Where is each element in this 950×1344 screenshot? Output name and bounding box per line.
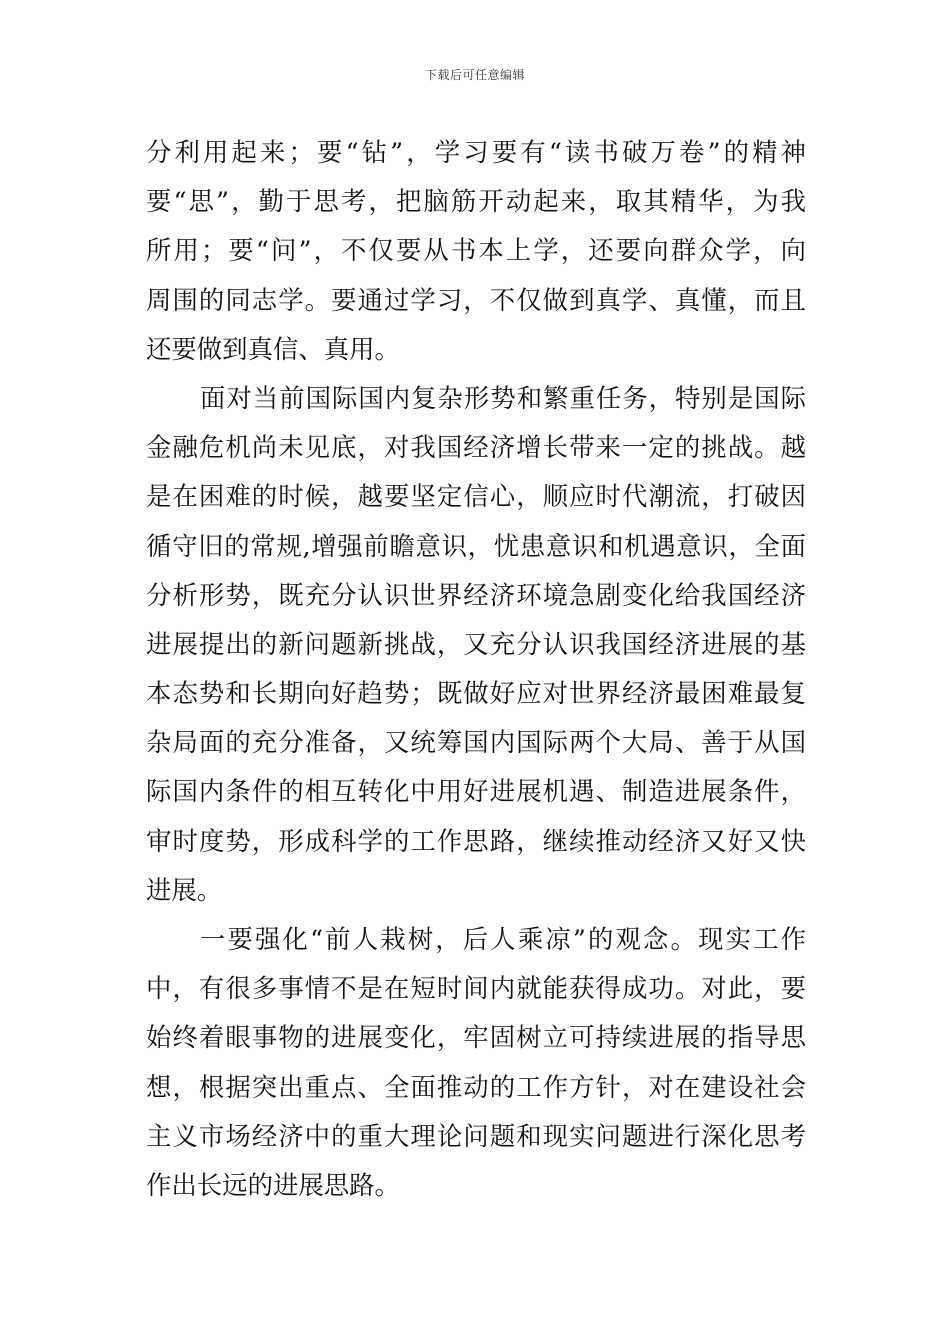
text-line: 循守旧的常规,增强前瞻意识，忧患意识和机遇意识，全面 <box>146 530 806 561</box>
text-line: 想，根据突出重点、全面推动的工作方针，对在建设社会 <box>146 1071 806 1102</box>
text-line: 进展。 <box>146 874 223 905</box>
text-line: 是在困难的时候，越要坚定信心，顺应时代潮流，打破因 <box>146 481 806 512</box>
text-line: 所用；要“问”，不仅要从书本上学，还要向群众学，向 <box>146 235 806 266</box>
text-line: 本态势和长期向好趋势；既做好应对世界经济最困难最复 <box>146 678 806 709</box>
text-line: 还要做到真信、真用。 <box>146 333 400 364</box>
text-line: 分析形势，既充分认识世界经济环境急剧变化给我国经济 <box>146 579 806 610</box>
text-line: 金融危机尚未见底，对我国经济增长带来一定的挑战。越 <box>146 432 806 463</box>
download-note: 下载后可任意编辑 <box>424 68 525 82</box>
text-line: 审时度势，形成科学的工作思路，继续推动经济又好又快 <box>146 825 806 856</box>
text-line: 面对当前国际国内复杂形势和繁重任务，特别是国际 <box>200 382 806 413</box>
text-line: 始终着眼事物的进展变化，牢固树立可持续进展的指导思 <box>146 1022 806 1053</box>
text-line: 一要强化“前人栽树，后人乘凉”的观念。现实工作 <box>200 924 806 954</box>
text-line: 中，有很多事情不是在短时间内就能获得成功。对此，要 <box>146 973 806 1004</box>
text-line: 周围的同志学。要通过学习，不仅做到真学、真懂，而且 <box>146 284 806 315</box>
text-line: 主义市场经济中的重大理论问题和现实问题进行深化思考 <box>146 1120 806 1151</box>
text-line: 分利用起来；要“钻”，学习要有“读书破万卷”的精神 <box>146 137 806 167</box>
document-body <box>146 128 806 1210</box>
text-line: 进展提出的新问题新挑战，又充分认识我国经济进展的基 <box>146 628 806 659</box>
text-line: 要“思”，勤于思考，把脑筋开动起来，取其精华，为我 <box>146 186 806 217</box>
text-line: 作出长远的进展思路。 <box>146 1169 400 1200</box>
text-line: 际国内条件的相互转化中用好进展机遇、制造进展条件， <box>146 776 806 807</box>
text-line: 杂局面的充分准备，又统筹国内国际两个大局、善于从国 <box>146 727 806 758</box>
